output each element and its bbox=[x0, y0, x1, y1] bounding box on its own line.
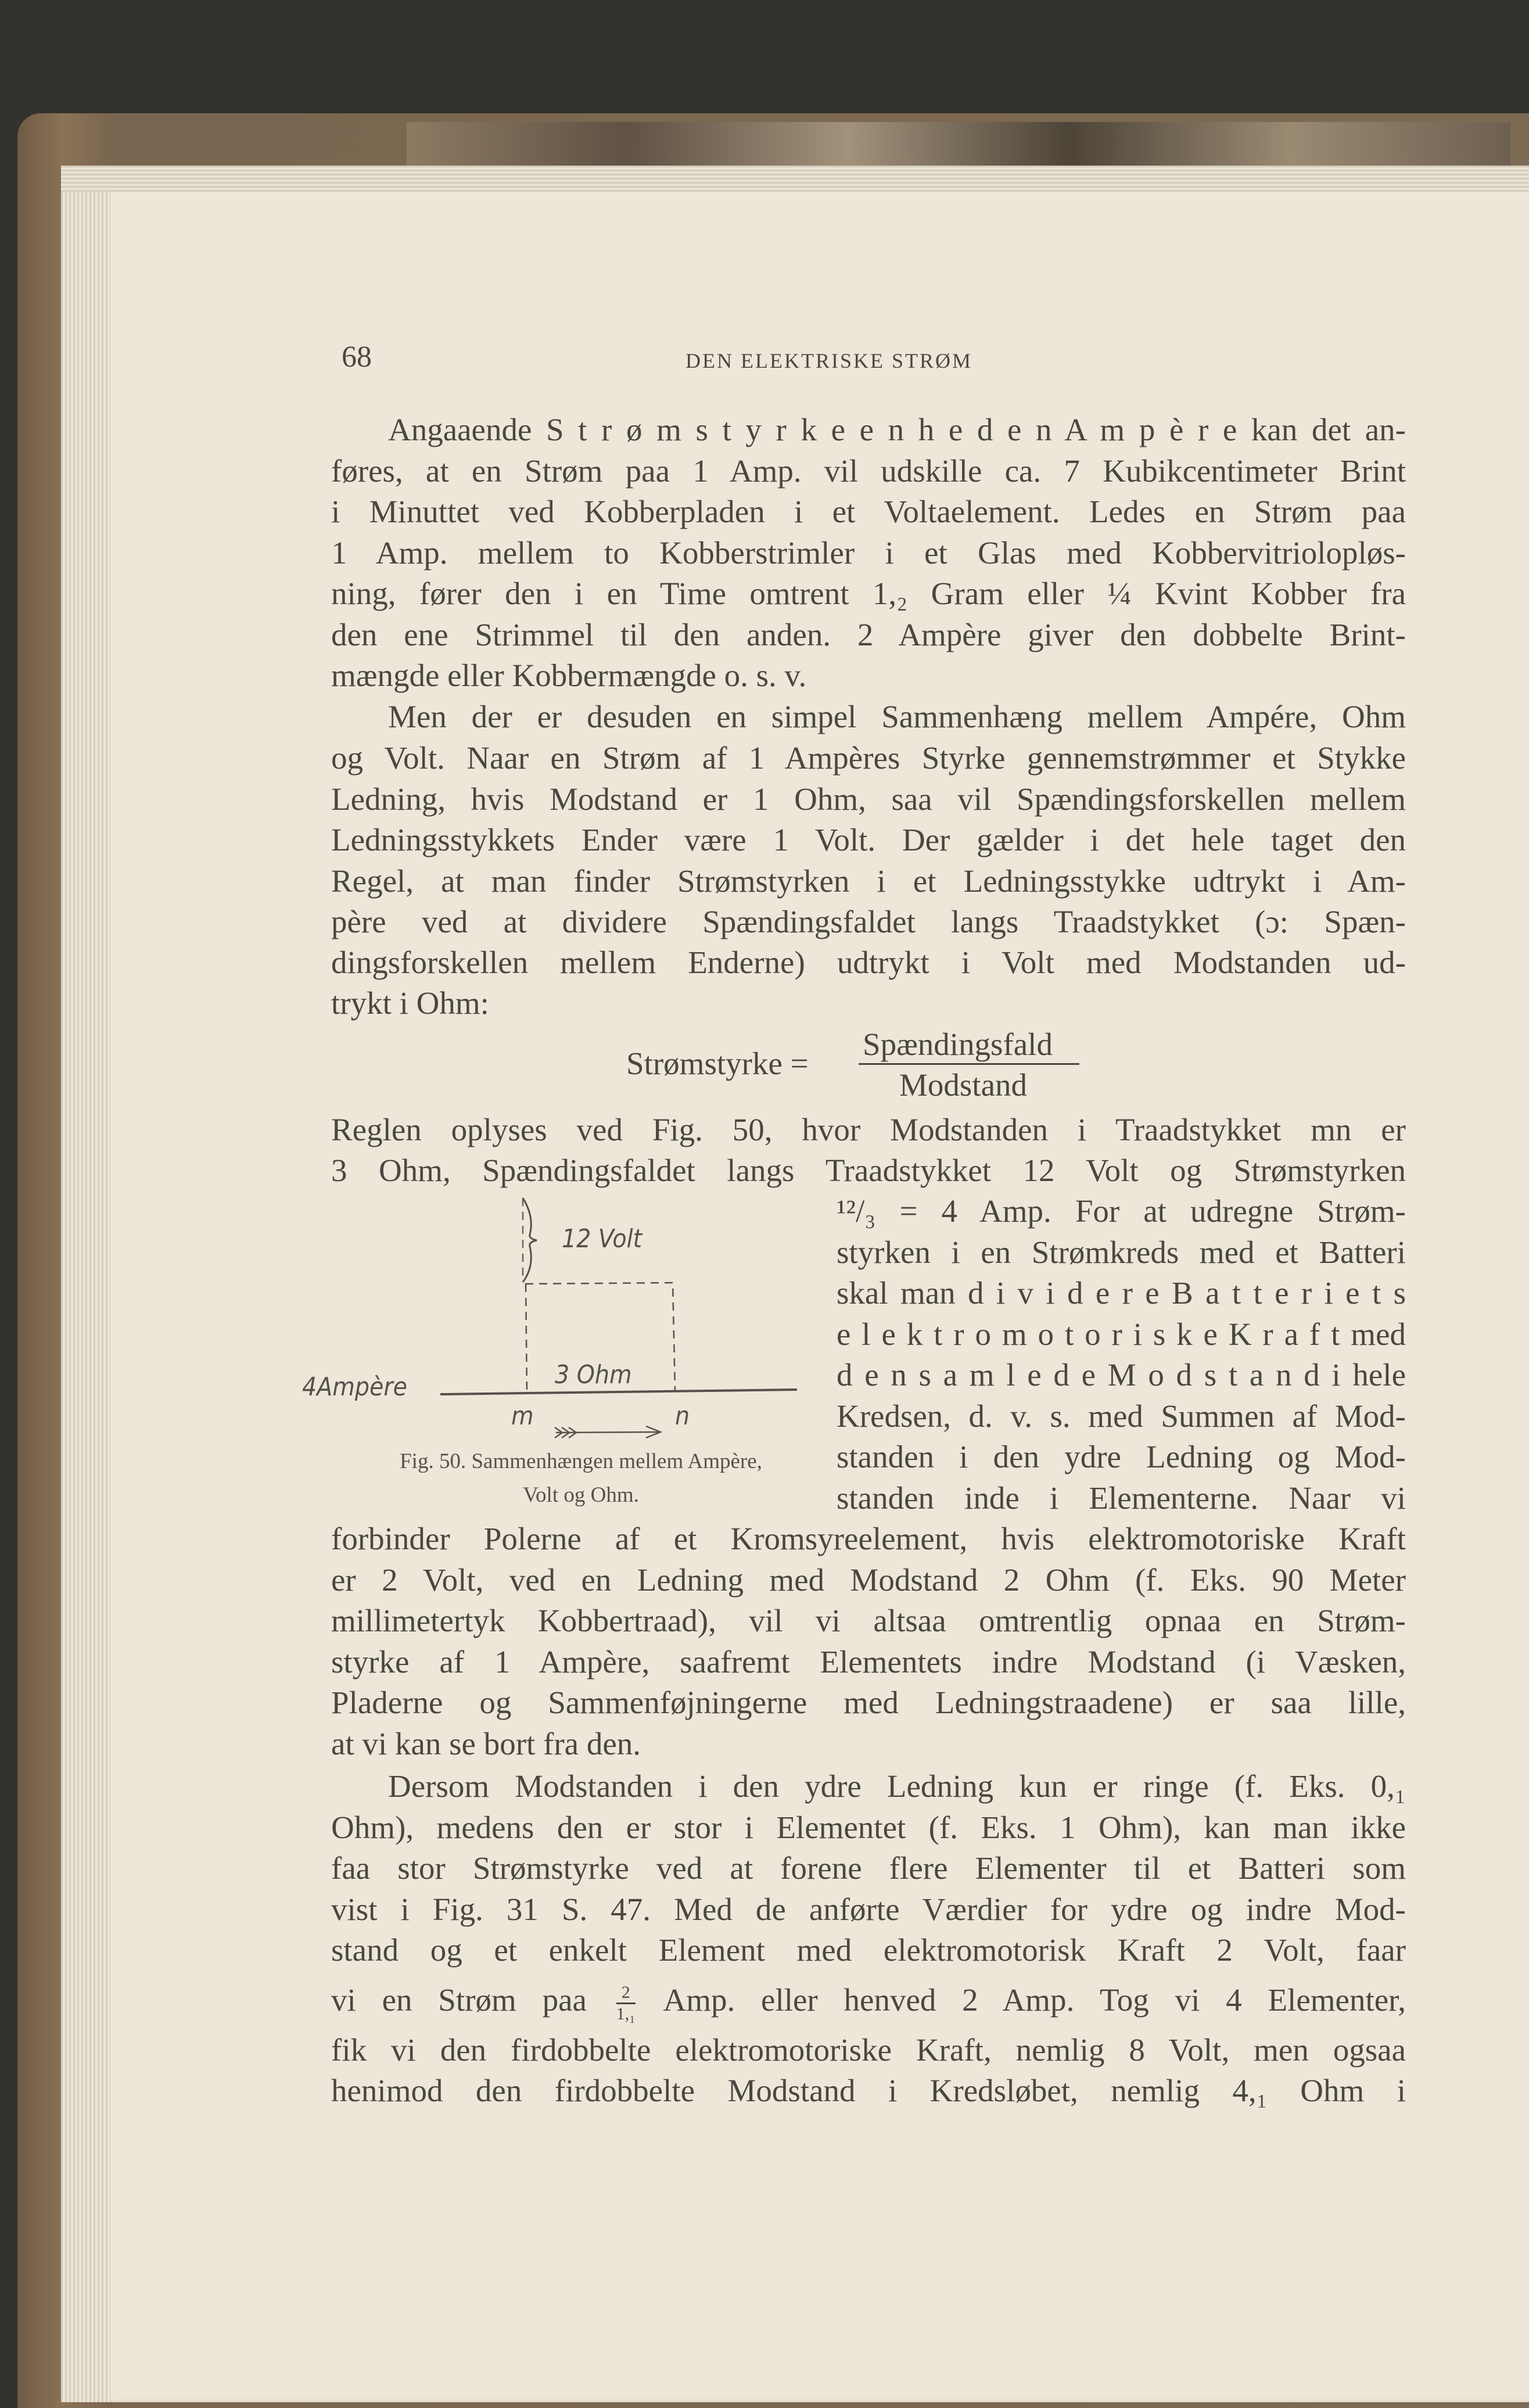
inline-fraction bbox=[616, 1983, 636, 2024]
text-line: dingsforskellen mellem Enderne) udtrykt i Volt med Modstanden ud- bbox=[331, 945, 1406, 980]
point-m-label: m bbox=[511, 1401, 534, 1431]
wire-line bbox=[440, 1390, 797, 1394]
text-line: Reglen oplyses ved Fig. 50, hvor Modstanden i Traadstykket mn er bbox=[331, 1112, 1406, 1147]
point-n-label: n bbox=[675, 1401, 690, 1431]
text-segment: vi en Strøm paa bbox=[331, 1982, 587, 2018]
page-stack-top bbox=[61, 166, 1529, 192]
text-line: den ene Strimmel til den anden. 2 Ampère giver den dobbelte Brint- bbox=[331, 617, 1406, 652]
text-line: at vi kan se bort fra den. bbox=[331, 1726, 641, 1761]
formula-denominator: Modstand bbox=[899, 1067, 1027, 1103]
text-line: Angaaende S t r ø m s t y r k e e n h e d e n A m p è r e kan det an- bbox=[388, 412, 1406, 447]
text-line: millimetertyk Kobbertraad), vil vi altsaa omtrentlig opnaa en Strøm- bbox=[331, 1603, 1406, 1638]
text-line: faa stor Strømstyrke ved at forene flere Elementer til et Batteri som bbox=[331, 1850, 1406, 1886]
voltage-brace bbox=[523, 1198, 537, 1282]
text-line: standen i den ydre Ledning og Mod- bbox=[837, 1439, 1406, 1474]
text-line: Ledning, hvis Modstand er 1 Ohm, saa vil Spændingsforskellen mellem bbox=[331, 781, 1406, 817]
text-line: Dersom Modstanden i den ydre Ledning kun er ringe (f. Eks. 0,₁ bbox=[388, 1768, 1406, 1804]
current-label: 4Ampère bbox=[302, 1372, 407, 1402]
text-line: Men der er desuden en simpel Sammenhæng mellem Ampére, Ohm bbox=[388, 699, 1406, 734]
text-line: føres, at en Strøm paa 1 Amp. vil udskille ca. 7 Kubikcentimeter Brint bbox=[331, 453, 1406, 489]
text-line: vist i Fig. 31 S. 47. Med de anførte Værdier for ydre og indre Mod- bbox=[331, 1892, 1406, 1927]
voltage-label: 12 Volt bbox=[562, 1224, 643, 1254]
text-line: og Volt. Naar en Strøm af 1 Ampères Styrke gennemstrømmer et Stykke bbox=[331, 740, 1406, 776]
text-line: e l e k t r o m o t o r i s k e K r a f t med bbox=[837, 1316, 1406, 1352]
text-line: henimod den firdobbelte Modstand i Kredsløbet, nemlig 4,₁ Ohm i bbox=[331, 2073, 1406, 2108]
formula-numerator: Spændingsfald bbox=[863, 1027, 1053, 1062]
text-line: er 2 Volt, ved en Ledning med Modstand 2 Ohm (f. Eks. 90 Meter bbox=[331, 1562, 1406, 1598]
dashed-vertical-m bbox=[526, 1284, 527, 1393]
text-line: styrken i en Strømkreds med et Batteri bbox=[837, 1234, 1406, 1270]
text-line: Regel, at man finder Strømstyrken i et Ledningsstykke udtrykt i Am- bbox=[331, 863, 1406, 899]
resistance-label: 3 Ohm bbox=[555, 1360, 632, 1390]
text-line: ning, fører den i en Time omtrent 1,₂ Gram eller ¼ Kvint Kobber fra bbox=[331, 576, 1406, 611]
text-segment: Amp. eller henved 2 Amp. Tog vi 4 Elementer, bbox=[663, 1982, 1406, 2018]
text-line: 1 Amp. mellem to Kobberstrimler i et Glas med Kobbervitriolopløs- bbox=[331, 535, 1406, 570]
figure-caption-line1: Fig. 50. Sammenhængen mellem Ampère, bbox=[400, 1449, 762, 1473]
text-line-with-fraction bbox=[331, 1974, 1406, 2026]
fraction-bar bbox=[859, 1063, 1079, 1065]
text-line: 3 Ohm, Spændingsfaldet langs Traadstykket 12 Volt og Strømstyrken bbox=[331, 1153, 1406, 1188]
text-line: Ohm), medens den er stor i Elementet (f. Eks. 1 Ohm), kan man ikke bbox=[331, 1810, 1406, 1845]
text-line: mængde eller Kobbermængde o. s. v. bbox=[331, 658, 807, 693]
text-line: skal man d i v i d e r e B a t t e r i e t s bbox=[837, 1275, 1406, 1311]
text-line: père ved at dividere Spændingsfaldet langs Traadstykket (ɔ: Spæn- bbox=[331, 904, 1406, 939]
text-line: trykt i Ohm: bbox=[331, 985, 489, 1021]
text-line: fik vi den firdobbelte elektromotoriske Kraft, nemlig 8 Volt, men ogsaa bbox=[331, 2032, 1406, 2068]
fraction-numerator: 2 bbox=[616, 1983, 636, 2004]
text-line: Pladerne og Sammenføjningerne med Ledningstraadene) er saa lille, bbox=[331, 1685, 1406, 1720]
page-stack-edge bbox=[61, 166, 113, 2402]
page-number: 68 bbox=[342, 340, 372, 374]
text-line: stand og et enkelt Element med elektromotorisk Kraft 2 Volt, faar bbox=[331, 1932, 1406, 1968]
figure-caption-line2: Volt og Ohm. bbox=[523, 1483, 639, 1507]
formula-lhs: Strømstyrke = bbox=[626, 1046, 809, 1081]
running-title: DEN ELEKTRISKE STRØM bbox=[685, 349, 972, 372]
text-line: styrke af 1 Ampère, saafremt Elementets indre Modstand (i Væsken, bbox=[331, 1644, 1406, 1680]
fraction-denominator: 1,₁ bbox=[616, 2004, 636, 2023]
current-direction-arrow-icon bbox=[555, 1426, 661, 1438]
figure-50-diagram bbox=[290, 1185, 825, 1447]
text-line: forbinder Polerne af et Kromsyreelement, hvis elektromotoriske Kraft bbox=[331, 1521, 1406, 1556]
text-line: i Minuttet ved Kobberpladen i et Voltaelement. Ledes en Strøm paa bbox=[331, 494, 1406, 529]
text-line: ¹²/₃ = 4 Amp. For at udregne Strøm- bbox=[837, 1193, 1406, 1229]
text-line: d e n s a m l e d e M o d s t a n d i hele bbox=[837, 1357, 1406, 1393]
text-line: Ledningsstykkets Ender være 1 Volt. Der gælder i det hele taget den bbox=[331, 822, 1406, 857]
text-line: Kredsen, d. v. s. med Summen af Mod- bbox=[837, 1398, 1406, 1434]
text-line: standen inde i Elementerne. Naar vi bbox=[837, 1480, 1406, 1516]
